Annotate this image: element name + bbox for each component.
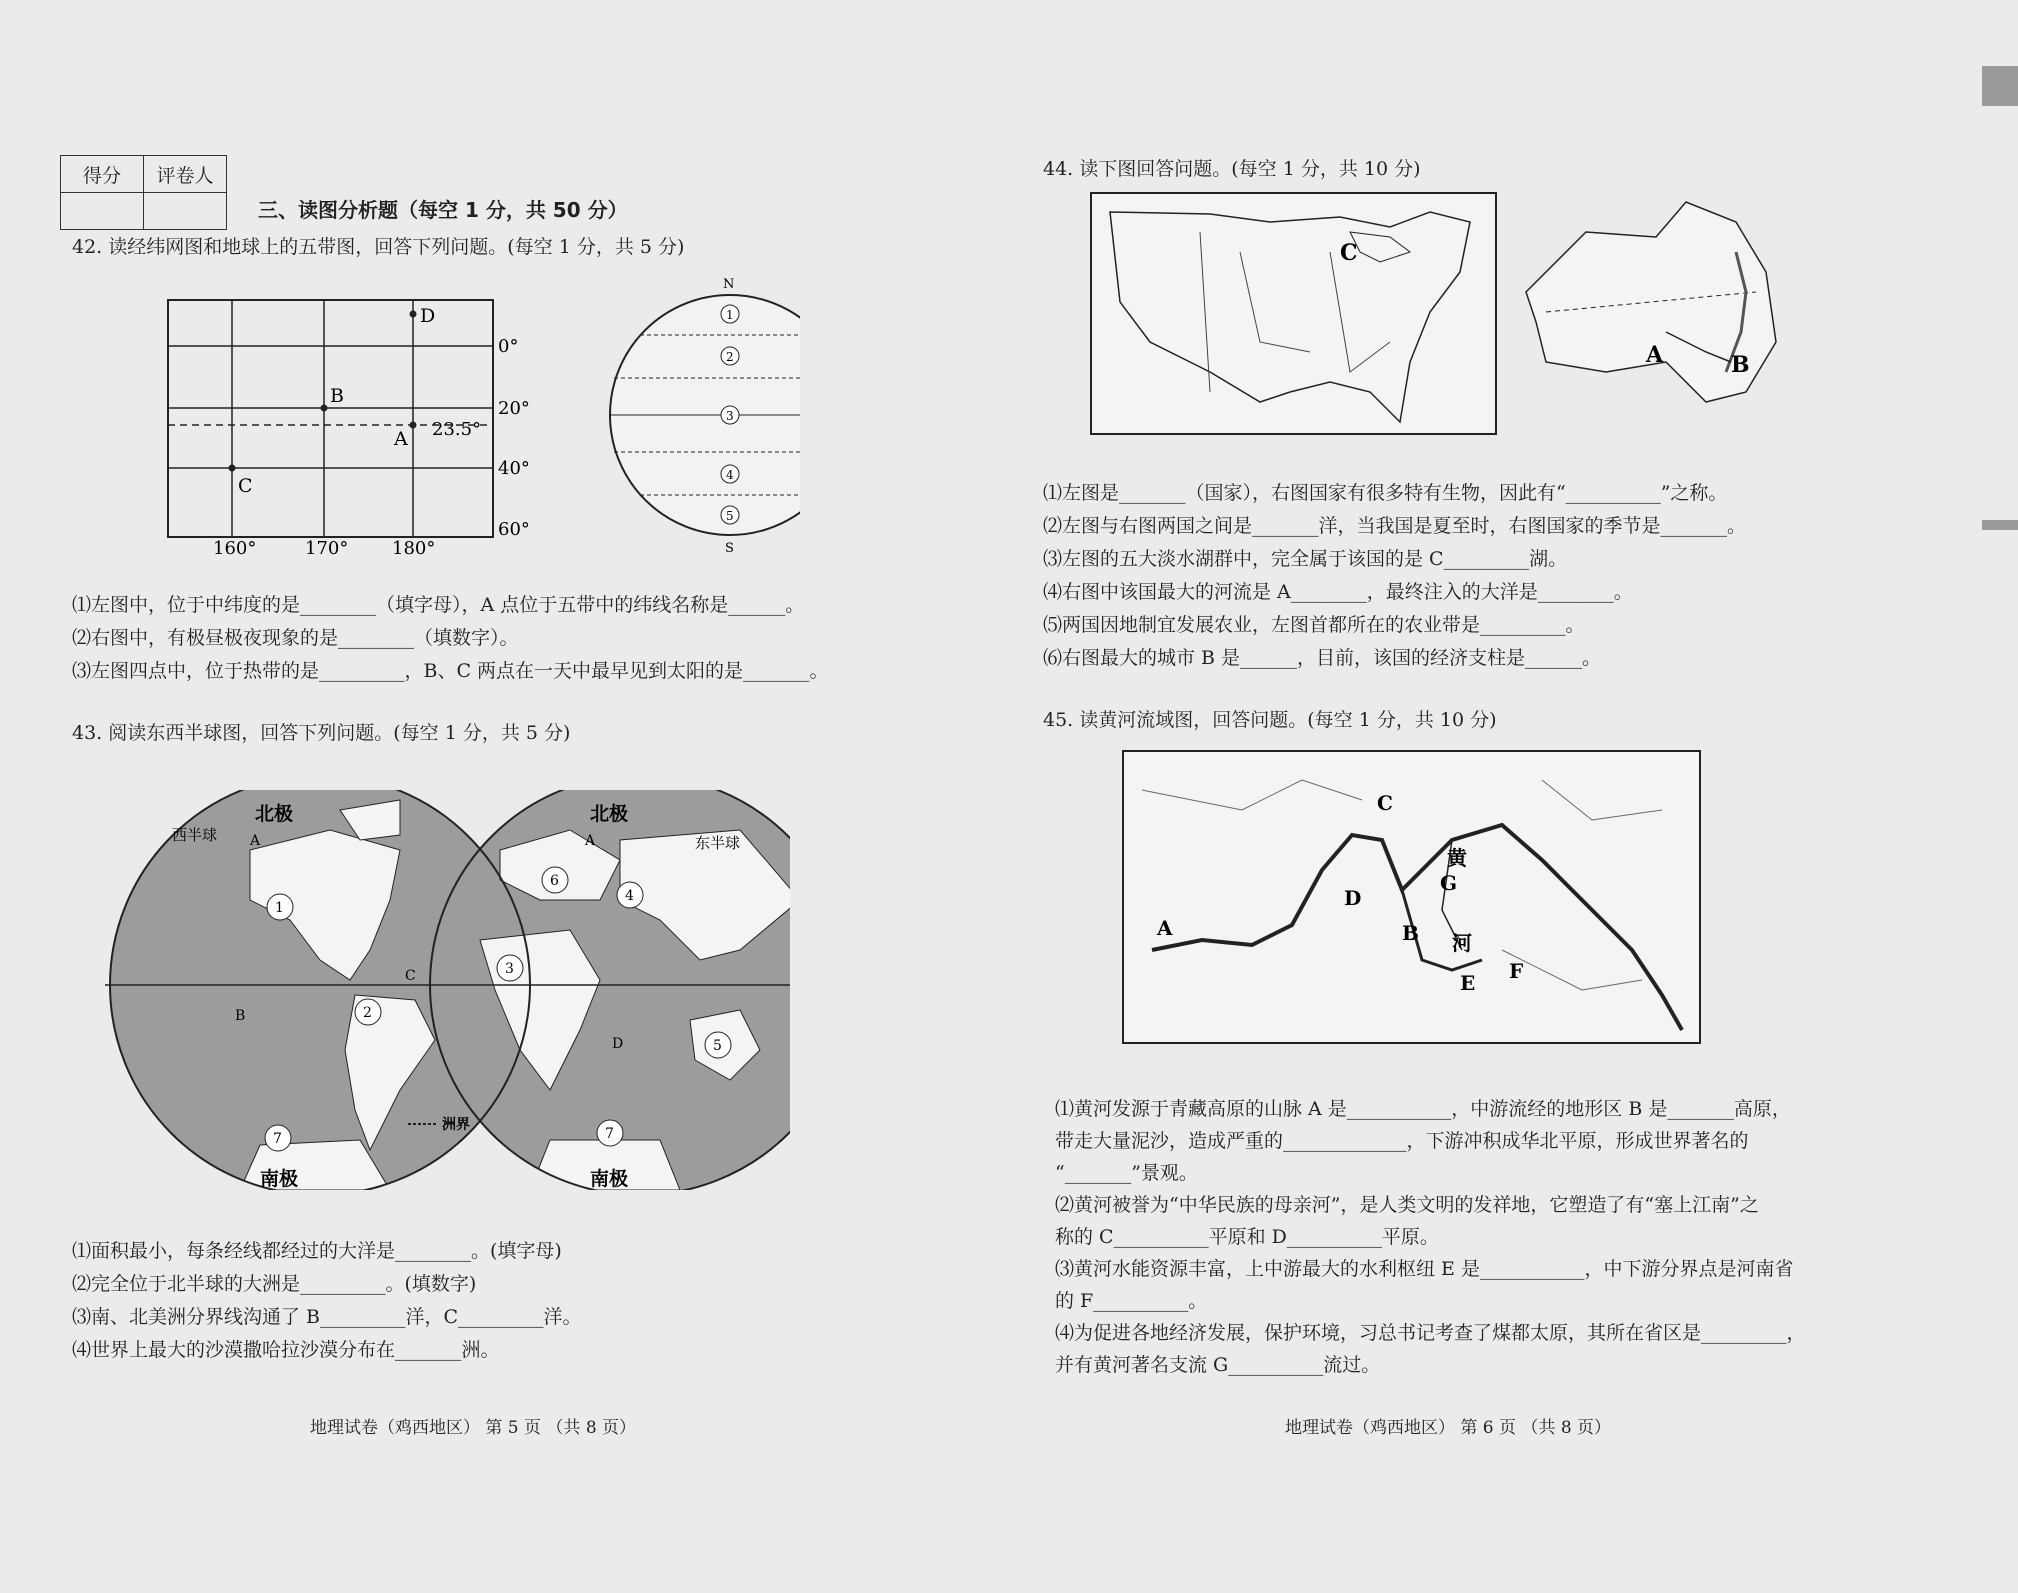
zone-4: 4 <box>726 468 734 482</box>
score-cell <box>61 193 144 230</box>
q44-item-6: ⑹右图最大的城市 B 是______，目前，该国的经济支柱是______。 <box>1043 647 1602 669</box>
footer-left: 地理试卷（鸡西地区） 第 5 页 （共 8 页） <box>310 1418 637 1438</box>
point-d <box>410 311 417 318</box>
lat-60: 60° <box>498 519 530 540</box>
yr-label-he: 河 <box>1452 931 1472 955</box>
latlon-grid-diagram <box>160 290 560 560</box>
q45-item-1a: ⑴黄河发源于青藏高原的山脉 A 是___________，中游流经的地形区 B 是_______高原， <box>1055 1098 1791 1120</box>
yr-label-c: C <box>1377 791 1393 815</box>
lat-0: 0° <box>498 336 519 357</box>
point-b <box>321 405 328 412</box>
q43-item-1: ⑴面积最小，每条经线都经过的大洋是________。(填字母) <box>72 1240 562 1262</box>
yr-label-a: A <box>1157 916 1173 940</box>
hemispheres-map <box>100 790 790 1190</box>
yr-label-g: G <box>1440 871 1458 895</box>
point-a <box>410 422 417 429</box>
lon-170: 170° <box>305 538 349 559</box>
q43-item-3: ⑶南、北美洲分界线沟通了 B_________洋，C_________洋。 <box>72 1306 582 1328</box>
q42-item-3: ⑶左图四点中，位于热带的是_________，B、C 两点在一天中最早见到太阳的是_______。 <box>72 660 829 682</box>
label-a: A <box>394 428 408 450</box>
yr-label-huang: 黄 <box>1447 846 1467 870</box>
ocean-b: B <box>235 1008 246 1024</box>
binding-tab-mid <box>1982 520 2018 530</box>
q44-title: 44. 读下图回答问题。(每空 1 分，共 10 分) <box>1043 158 1421 180</box>
east-hemi-label: 东半球 <box>695 834 741 852</box>
continent-7-west: 7 <box>273 1131 282 1147</box>
label-c: C <box>238 475 253 497</box>
ocean-c: C <box>405 968 416 984</box>
continent-2: 2 <box>363 1005 372 1021</box>
q44-item-1: ⑴左图是_______（国家），右图国家有很多特有生物，因此有“__________”之称。 <box>1043 482 1728 504</box>
continent-3: 3 <box>505 961 514 977</box>
usa-map <box>1090 192 1498 437</box>
yr-label-d: D <box>1344 886 1362 910</box>
lon-160: 160° <box>213 538 257 559</box>
zone-5: 5 <box>726 509 734 523</box>
label-b: B <box>330 385 344 407</box>
lat-40: 40° <box>498 458 530 479</box>
south-pole-east: 南极 <box>590 1168 629 1190</box>
grader-cell <box>144 193 227 230</box>
score-header: 得分 <box>61 156 144 193</box>
q45-item-4b: 并有黄河著名支流 G__________流过。 <box>1055 1354 1381 1376</box>
q44-item-5: ⑸两国因地制宜发展农业，左图首都所在的农业带是_________。 <box>1043 614 1585 636</box>
yellow-river-map <box>1122 750 1702 1045</box>
q43-title: 43. 阅读东西半球图，回答下列问题。(每空 1 分，共 5 分) <box>72 722 571 744</box>
zone-1: 1 <box>726 308 734 322</box>
q45-item-2a: ⑵黄河被誉为“中华民族的母亲河”，是人类文明的发祥地，它塑造了有“塞上江南”之 <box>1055 1194 1759 1216</box>
north-pole-east: 北极 <box>590 803 629 825</box>
footer-right: 地理试卷（鸡西地区） 第 6 页 （共 8 页） <box>1285 1418 1612 1438</box>
south-pole-west: 南极 <box>260 1168 299 1190</box>
boundary-legend: 洲界 <box>442 1117 470 1133</box>
usa-label-c: C <box>1340 240 1358 266</box>
zone-3: 3 <box>726 409 734 423</box>
binding-tab-top <box>1982 66 2018 106</box>
north-pole-west: 北极 <box>255 803 294 825</box>
five-zones-diagram <box>600 270 800 560</box>
q45-item-1b: 带走大量泥沙，造成严重的_____________，下游冲积成华北平原，形成世界著名的 <box>1055 1130 1749 1152</box>
west-hemi-label: 西半球 <box>172 826 218 844</box>
q45-item-3b: 的 F__________。 <box>1055 1290 1208 1312</box>
q45-item-3a: ⑶黄河水能资源丰富，上中游最大的水利枢纽 E 是___________，中下游分界点是河南省 <box>1055 1258 1794 1280</box>
q45-item-2b: 称的 C__________平原和 D__________平原。 <box>1055 1226 1439 1248</box>
q43-item-2: ⑵完全位于北半球的大洲是_________。(填数字) <box>72 1273 477 1295</box>
continent-7-east: 7 <box>605 1126 614 1142</box>
aus-label-a: A <box>1646 342 1664 368</box>
q45-title: 45. 读黄河流域图，回答问题。(每空 1 分，共 10 分) <box>1043 709 1497 731</box>
ocean-d: D <box>612 1036 624 1052</box>
continent-6: 6 <box>550 873 559 889</box>
q42-item-2: ⑵右图中，有极昼极夜现象的是________（填数字）。 <box>72 627 519 649</box>
q44-item-3: ⑶左图的五大淡水湖群中，完全属于该国的是 C_________湖。 <box>1043 548 1568 570</box>
q43-item-4: ⑷世界上最大的沙漠撒哈拉沙漠分布在_______洲。 <box>72 1339 500 1361</box>
label-d: D <box>420 305 436 327</box>
q45-item-1c: “_______”景观。 <box>1055 1162 1198 1184</box>
lon-180: 180° <box>392 538 436 559</box>
yr-label-b: B <box>1402 921 1419 945</box>
yr-label-f: F <box>1509 959 1524 983</box>
q44-item-2: ⑵左图与右图两国之间是_______洋，当我国是夏至时，右图国家的季节是_______。 <box>1043 515 1747 537</box>
zone-2: 2 <box>726 350 734 364</box>
lat-20: 20° <box>498 398 530 419</box>
north-label: N <box>723 277 735 292</box>
q42-item-1: ⑴左图中，位于中纬度的是________（填字母），A 点位于五带中的纬线名称是______。 <box>72 594 805 616</box>
q42-title: 42. 读经纬网图和地球上的五带图，回答下列问题。(每空 1 分，共 5 分) <box>72 236 685 258</box>
ocean-a-east: A <box>585 833 596 849</box>
section-title: 三、读图分析题（每空 1 分，共 50 分） <box>258 198 628 222</box>
continent-1: 1 <box>275 900 284 916</box>
yr-label-e: E <box>1460 971 1476 995</box>
tropic-label: 23.5° <box>432 419 482 440</box>
point-c <box>229 465 236 472</box>
grader-header: 评卷人 <box>144 156 227 193</box>
q45-item-4a: ⑷为促进各地经济发展，保护环境，习总书记考查了煤都太原，其所在省区是_________， <box>1055 1322 1806 1344</box>
aus-label-b: B <box>1731 352 1750 378</box>
ocean-a-west: A <box>250 833 261 849</box>
continent-4: 4 <box>625 888 634 904</box>
score-table <box>60 155 227 230</box>
south-label: S <box>725 541 734 556</box>
q44-item-4: ⑷右图中该国最大的河流是 A________，最终注入的大洋是________。 <box>1043 581 1633 603</box>
continent-5: 5 <box>713 1038 722 1054</box>
australia-map <box>1506 192 1898 437</box>
